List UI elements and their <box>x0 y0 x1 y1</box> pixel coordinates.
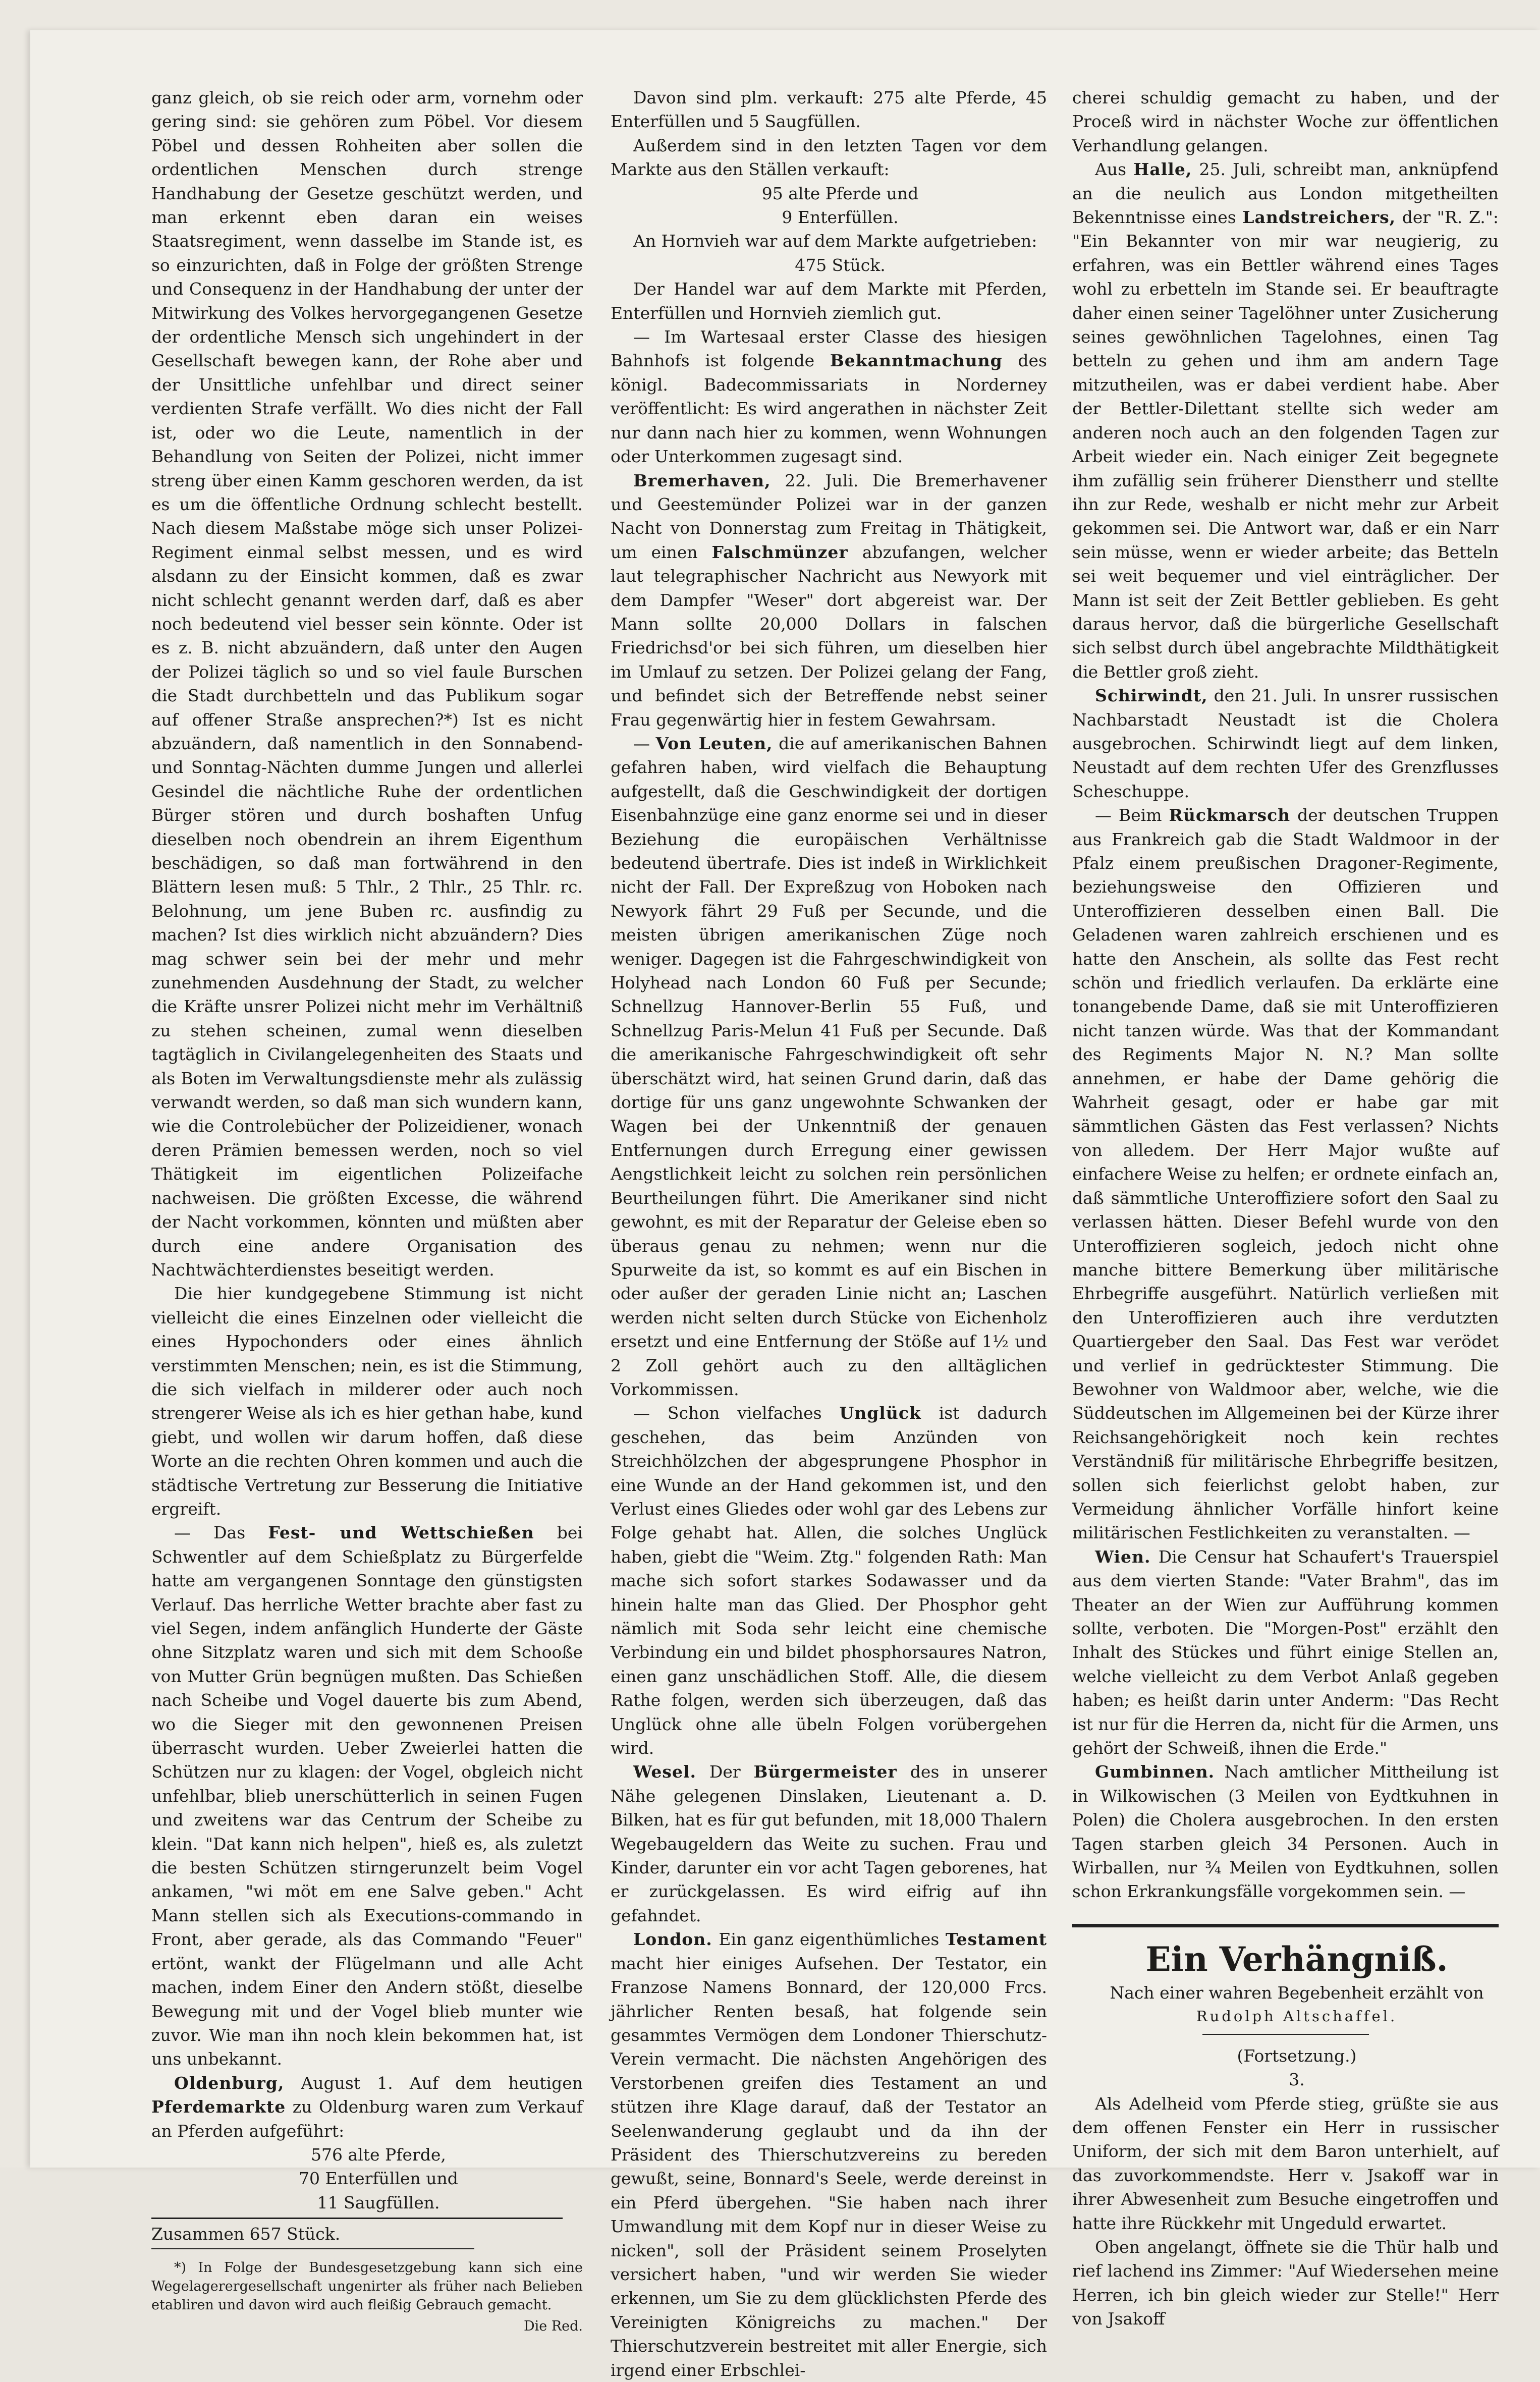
article-unglueck: — Schon vielfaches Unglück ist dadurch geschehen, das beim Anzünden von Streichhölzchen der abgesprungene Phosphor in eine Wunde an der Hand gekommen ist, und den Verlust eines Gliedes oder wohl gar des Lebens zur Folge gehabt hat. Allen, die solches Unglück haben, giebt die "Weim. Ztg." folgenden Rath: Man mache sich sofort starkes Sodawasser und da hinein halte man das Glied. Der Phosphor geht nämlich mit Soda sehr leicht eine chemische Verbindung ein und bildet phosphorsaures Natron, einen ganz unschädlichen Stoff. Alle, die diesem Rathe folgen, werden sich überzeugen, daß das Unglück ohne alle übeln Folgen vorübergehen wird. <box>611 1403 1047 1758</box>
dateline-date: 22. Juli. <box>785 470 859 490</box>
article-halle: Aus Halle, 25. Juli, schreibt man, anknüpfend an die neulich aus London mitgetheilten Bekenntnisse eines Landstreichers, der "R. Z.": "Ein Bekannter von mir war neugierig, zu erfahren, was ein Bettler während eines Tages wohl zu erbetteln im Stande sei. Er beauftragte daher einen seiner Tagelöhner unter Zusicherung seines gewöhnlichen Tagelohnes, einen Tag betteln zu gehen und ihm am andern Tage mitzutheilen, was er dabei verdient habe. Aber der Bettler-Dilettant stellte sich weder am anderen noch auch an den folgenden Tagen zur Arbeit wieder ein. Nach einiger Zeit begegnete ihm zufällig sein früherer Dienstherr und stellte ihn zur Rede, weshalb er nicht mehr zur Arbeit gekommen sei. Die Antwort war, daß er ein Narr sein müsse, wenn er wieder arbeite; das Betteln sei weit bequemer und viel einträglicher. Der Mann ist seit der Zeit Bettler geblieben. Es geht daraus hervor, daß die bürgerliche Gesellschaft sich selbst durch übel angebrachte Mildthätigkeit die Bettler groß zieht. <box>1072 159 1499 682</box>
article-headline: Rückmarsch <box>1169 805 1291 825</box>
article-gumbinnen: Gumbinnen. Nach amtlicher Mittheilung ist in Wilkowischen (3 Meilen von Eydtkuhnen in Polen) die Cholera ausgebrochen. In den ersten Tagen starben gleich 34 Personen. Auch in Wirballen, nur ¾ Meilen von Eydtkuhnen, sollen schon Erkrankungsfälle vorgekommen sein. — <box>1072 1762 1499 1902</box>
continuation-note: (Fortsetzung.) <box>1237 2045 1357 2066</box>
article-headline: Falschmünzer <box>711 542 848 562</box>
article-continuation: cherei schuldig gemacht zu haben, und der Proceß wird in nächster Woche zur öffentlichen Verhandlung gelangen. <box>1072 88 1499 155</box>
article-rueckmarsch: — Beim Rückmarsch der deutschen Truppen aus Frankreich gab die Stadt Waldmoor in der Pfalz einem preußischen Dragoner-Regimente, beziehungsweise den Offizieren und Unteroffizieren desselben einen Ball. Die Geladenen waren zahlreich erschienen und es hatte den Anschein, als sollte das Fest recht schön und friedlich verlaufen. Da erklärte eine tonangebende Dame, daß sie mit Unteroffizieren nicht tanzen würde. Was that der Kommandant des Regiments Major N. N.? Man sollte annehmen, er habe der Dame gehörig die Wahrheit gesagt, oder er habe gar mit sämmtlichen Gästen das Fest verlassen? Nichts von alledem. Der Herr Major wußte auf einfachere Weise zu helfen; er ordnete einfach an, daß sämmtliche Unteroffiziere sofort den Saal zu verlassen hätten. Dieser Befehl wurde von den Unteroffizieren sogleich, jedoch nicht ohne manche bittere Bemerkung über militärische Ehrbegriffe ausgeführt. Natürlich verließen mit den Unteroffizieren auch ihre verdutzten Quartiergeber den Saal. Das Fest war verödet und verlief in gedrücktester Stimmung. Die Bewohner von Waldmoor aber, welche, wie die Süddeutschen im Allgemeinen bei der Kürze ihrer Reichsangehörigkeit noch kein rechtes Verständniß für militärische Ehrbegriffe besitzen, sollen sich feierlichst gelobt haben, zur Vermeidung ähnlicher Vorfälle hinfort keine militärischen Festlichkeiten zu veranstalten. — <box>1072 805 1499 1543</box>
article-headline: Bürgermeister <box>753 1762 897 1782</box>
footnote-rule <box>151 2248 474 2249</box>
footnote: *) In Folge der Bundesgesetzgebung kann sich eine Wegelagerergesellschaft ungenirter als früher nach Belieben etabliren und davon wird auch fleißig Gebrauch gemacht. <box>151 2259 583 2313</box>
article-bekanntmachung: — Im Wartesaal erster Classe des hiesigen Bahnhofs ist folgende Bekanntmachung des königl. Badecommissariats in Norderney veröffentlicht: Es wird angerathen in nächster Zeit nur dann nach hier zu kommen, wenn Wohnungen oder Unterkommen zugesagt sind. <box>611 327 1047 467</box>
list-item: 70 Enterfüllen und <box>299 2169 458 2189</box>
article-headline: Bekanntmachung <box>830 351 1003 371</box>
article-paragraph: Außerdem sind in den letzten Tagen vor dem Markte aus den Ställen verkauft: <box>611 135 1047 180</box>
article-schuetzenfest: — Das Fest- und Wettschießen bei Schwentler auf dem Schießplatz zu Bürgerfelde hatte am vergangenen Sonntage den günstigsten Verlauf. Das herrliche Wetter brachte aber fast zu viel Segen, indem anfänglich Hunderte der Gäste ohne Sitzplatz waren und sich mit dem Schooße von Mutter Grün begnügen mußten. Das Schießen nach Scheibe und Vogel dauerte bis zum Abend, wo die Sieger mit den gewonnenen Preisen überrascht wurden. Ueber Zweierlei hatten die Schützen nur zu klagen: der Vogel, obgleich nicht unfehlbar, blieb unerschütterlich in seinen Fugen und zweitens war das Centrum der Scheibe zu klein. "Dat kann nich helpen", hieß es, als zuletzt die besten Schützen stirngerunzelt beim Vogel ankamen, "wi möt em ene Salve geben." Acht Mann stellen sich als Executions-commando in Front, aber gerade, als das Commando "Feuer" ertönt, wankt der Flügelmann und alle Acht machen, indem Einer den Andern stößt, dieselbe Bewegung mit und der Vogel blieb munter wie zuvor. Wie man ihn noch klein bekommen hat, ist uns unbekannt. <box>151 1523 583 2069</box>
dateline-place: Halle, <box>1133 159 1192 180</box>
article-paragraph: Der Handel war auf dem Markte mit Pferden, Enterfüllen und Hornvieh ziemlich gut. <box>611 279 1047 323</box>
dateline-place: Wien. <box>1095 1546 1151 1567</box>
article-continuation: ganz gleich, ob sie reich oder arm, vornehm oder gering sind: sie gehören zum Pöbel. Vor diesem Pöbel und dessen Rohheiten aber sollen die ordentlichen Menschen durch strenge Handhabung der Gesetze geschützt werden, und man erkennt eben daran ein weises Staatsregiment, wenn dasselbe im Stande ist, es so einzurichten, daß in Folge der größten Strenge und Consequenz in der Handhabung der unter der Mitwirkung des Volkes hervorgegangenen Gesetze der ordentliche Mensch sich ungehindert in der Gesellschaft bewegen kann, der Rohe aber und der Unsittliche unfehlbar und direct seiner verdienten Strafe verfällt. Wo dies nicht der Fall ist, oder wo die Leute, namentlich in der Behandlung von Seiten der Polizei, nicht immer streng über einen Kamm geschoren werden, da ist es um die öffentliche Ordnung schlecht bestellt. Nach diesem Maßstabe möge sich unser Polizei-Regiment einmal selbst messen, und es wird alsdann zu der Einsicht kommen, daß es zwar nicht schlecht genannt werden darf, daß es aber noch bedeutend viel besser sein könnte. Oder ist es z. B. nicht abzuändern, daß unter den Augen der Polizei täglich so und so viel faule Burschen die Stadt durchbetteln und das Publikum sogar auf offener Straße ansprechen?*) Ist es nicht abzuändern, daß namentlich in den Sonnabend- und Sonntag-Nächten dumme Jungen und allerlei Gesindel die nächtliche Ruhe der ordentlichen Bürger stören und durch boshaften Unfug dieselben noch obendrein an ihrem Eigenthum beschädigen, so daß man fortwährend in den Blättern lesen muß: 5 Thlr., 2 Thlr., 25 Thlr. rc. Belohnung, um jene Buben rc. ausfindig zu machen? Ist dies wirklich nicht abzuändern? Dies mag schwer sein bei der mehr und mehr zunehmenden Ausdehnung der Stadt, zu welcher die Kräfte unsrer Polizei nicht mehr im Verhältniß zu stehen scheinen, zumal wenn dieselben tagtäglich in Civilangelegenheiten des Staats und als Boten im Verwaltungsdienste mehr als zulässig verwandt werden, so daß man sich wundern kann, wie die Controlebücher der Polizeidiener, wonach deren Prämien bemessen werden, noch so viel Thätigkeit im eigentlichen Polizeifache nachweisen. Die größten Excesse, die während der Nacht vorkommen, könnten und müßten aber durch eine andere Organisation des Nachtwächterdienstes beseitigt werden. <box>151 88 583 1280</box>
sum-rule <box>151 2218 563 2219</box>
article-wien: Wien. Die Censur hat Schaufert's Trauerspiel aus dem vierten Stande: "Vater Brahm", das im Theater an der Wien zur Aufführung kommen sollte, verboten. Die "Morgen-Post" erzählt den Inhalt des Stückes und führt einige Stellen an, welche vielleicht zu dem Verbot Anlaß gegeben haben; es heißt darin unter Anderm: "Das Recht ist nur für die Herren da, nicht für die Armen, uns gehört der Schweiß, ihnen die Erde." <box>1072 1546 1499 1758</box>
article-paragraph: Die hier kundgegebene Stimmung ist nicht vielleicht die eines Einzelnen oder vielleicht die eines Hypochonders oder eines ähnlich verstimmten Menschen; nein, es ist die Stimmung, die sich vielfach in milderer oder auch noch strengerer Weise als ich es hier gethan habe, kund giebt, und wollen wir darum hoffen, daß diese Worte an die rechten Ohren kommen und auch die städtische Vertretung zur Besserung die Initiative ergreift. <box>151 1284 583 1519</box>
dateline-place: Gumbinnen. <box>1095 1762 1215 1782</box>
feuilleton-title: Ein Verhängniß. <box>1145 1939 1448 1979</box>
dateline-date: August 1. <box>301 2073 393 2093</box>
separator-line <box>1202 2034 1369 2035</box>
list-item: 11 Saugfüllen. <box>317 2192 440 2212</box>
article-railways: — Von Leuten, die auf amerikanischen Bahnen gefahren haben, wird vielfach die Behauptung aufgestellt, daß die Geschwindigkeit der dortigen Eisenbahnzüge eine ganz enorme sei und in dieser Beziehung die europäischen Verhältnisse bedeutend übertrafe. Dies ist indeß in Wirklichkeit nicht der Fall. Der Expreßzug von Hoboken nach Newyork fährt 29 Fuß per Secunde, und die meisten übrigen amerikanischen Züge noch weniger. Dagegen ist die Fahrgeschwindigkeit von Holyhead nach London 60 Fuß per Secunde; Schnellzug Hannover-Berlin 55 Fuß, und Schnellzug Paris-Melun 41 Fuß per Secunde. Daß die amerikanische Fahrgeschwindigkeit oft sehr überschätzt wird, hat seinen Grund darin, daß das dortige für uns ganz ungewohnte Schwanken der Wagen bei der Unkenntniß der genauen Entfernungen durch Erregung einer gewissen Aengstlichkeit leicht zu solchen rein persönlichen Beurtheilungen führt. Die Amerikaner sind nicht gewohnt, es mit der Reparatur der Geleise eben so überaus genau zu nehmen; wenn nur die Spurweite da ist, so kommt es auf ein Bischen in oder außer der geraden Linie nicht an; Laschen werden nicht selten durch Stücke von Eichenholz ersetzt und eine Entfernung der Stöße auf 1½ und 2 Zoll gehört auch zu den alltäglichen Vorkommissen. <box>611 733 1047 1399</box>
story-paragraph: Oben angelangt, öffnete sie die Thür halb und rief lachend ins Zimmer: "Auf Wiedersehen meine Herren, ich bin gleich wieder zur Stelle!" Herr von Jsakoff <box>1072 2237 1499 2329</box>
dateline-date: den 21. Juli. <box>1214 686 1317 706</box>
article-headline: Von Leuten, <box>655 733 773 753</box>
dateline-place: London. <box>633 1929 712 1950</box>
column-3 <box>1072 86 1499 2329</box>
dateline-date: 25. Juli, <box>1199 159 1267 180</box>
article-bremerhaven: Bremerhaven, 22. Juli. Die Bremerhavener und Geestemünder Polizei war in der ganzen Nacht von Donnerstag zum Freitag in Thätigkeit, um einen Falschmünzer abzufangen, welcher laut telegraphischer Nachricht aus Newyork mit dem Dampfer "Weser" dort abgereist war. Der Mann sollte 20,000 Dollars in falschen Friedrichsd'or bei sich führen, um dieselben hier im Umlauf zu setzen. Der Polizei gelang der Fang, und befindet sich der Betreffende nebst seiner Frau gegenwärtig hier in festem Gewahrsam. <box>611 470 1048 730</box>
article-oldenburg: Oldenburg, August 1. Auf dem heutigen Pferdemarkte zu Oldenburg waren zum Verkauf an Pferden aufgeführt: <box>151 2073 583 2141</box>
article-headline: Fest- und Wettschießen <box>268 1523 534 1543</box>
editor-signature: Die Red. <box>523 2318 583 2334</box>
feuilleton-author: Rudolph Altschaffel. <box>1196 2008 1398 2025</box>
story-paragraph: Als Adelheid vom Pferde stieg, grüßte sie aus dem offenen Fenster ein Herr in russischer Uniform, der sich mit dem Baron unterhielt, auf das zuvorkommendste. Herr v. Jsakoff war in ihrer Abwesenheit zum Besuche eingetroffen und hatte ihre Rückkehr mit Ungeduld erwartet. <box>1072 2093 1499 2233</box>
article-headline: Testament <box>945 1929 1047 1950</box>
dateline-place: Bremerhaven, <box>633 470 771 490</box>
chapter-number: 3. <box>1289 2070 1305 2090</box>
column-2 <box>611 86 1048 2380</box>
article-headline: Pferdemarkte <box>151 2097 286 2117</box>
dateline-place: Schirwindt, <box>1095 686 1208 706</box>
feuilleton-rule <box>1072 1924 1499 1927</box>
list-item: 475 Stück. <box>795 255 886 275</box>
dateline-place: Wesel. <box>633 1762 696 1782</box>
dateline-place: Oldenburg, <box>174 2073 285 2093</box>
article-paragraph: Davon sind plm. verkauft: 275 alte Pferde, 45 Enterfüllen und 5 Saugfüllen. <box>611 88 1047 132</box>
article-headline: Unglück <box>839 1403 921 1423</box>
column-1 <box>151 86 583 2334</box>
article-london: London. Ein ganz eigenthümliches Testament macht hier einiges Aufsehen. Der Testator, ein Franzose Namens Bonnard, der 120,000 Frcs. jährlicher Renten besaß, hat folgende sein gesammtes Vermögen dem Londoner Thierschutz-Verein vermacht. Die nächsten Angehörigen des Verstorbenen greifen dies Testament an und stützen ihre Klage darauf, daß der Testator an Seelenwanderung geglaubt und da ihn der Präsident des Thierschutzvereins zu bereden gewußt, seine, Bonnard's Seele, werde dereinst in ein Pferd übergehen. "Sie haben nach ihrer Umwandlung mit dem Kopf nur in dieser Weise zu nicken", soll der Präsident seinem Proselyten versichert haben, "und wir werden Sie wieder erkennen, um Sie zu dem glücklichsten Pferde des Vereinigten Königreichs zu machen." Der Thierschutzverein bestreitet mit aller Energie, sich irgend einer Erbschlei- <box>611 1929 1047 2380</box>
feuilleton-subtitle: Nach einer wahren Begebenheit erzählt von <box>1110 1982 1484 2003</box>
article-wesel: Wesel. Der Bürgermeister des in unserer Nähe gelegenen Dinslaken, Lieutenant a. D. Bilken, hat es für gut befunden, mit 18,000 Thalern Wegebaugeldern das Weite zu suchen. Frau und Kinder, darunter ein vor acht Tagen geborenes, hat er zurückgelassen. Es wird eifrig auf ihn gefahndet. <box>611 1762 1047 1925</box>
total-line: Zusammen 657 Stück. <box>151 2224 341 2244</box>
list-item: 9 Enterfüllen. <box>782 207 899 228</box>
list-item: 95 alte Pferde und <box>761 183 919 203</box>
article-headline: Landstreichers, <box>1242 207 1396 228</box>
list-item: 576 alte Pferde, <box>311 2144 446 2165</box>
article-schirwindt: Schirwindt, den 21. Juli. In unsrer russischen Nachbarstadt Neustadt ist die Cholera ausgebrochen. Schirwindt liegt auf dem linken, Neustadt auf dem rechten Ufer des Grenzflusses Scheschuppe. <box>1072 686 1499 801</box>
article-paragraph: An Hornvieh war auf dem Markte aufgetrieben: <box>633 231 1037 251</box>
